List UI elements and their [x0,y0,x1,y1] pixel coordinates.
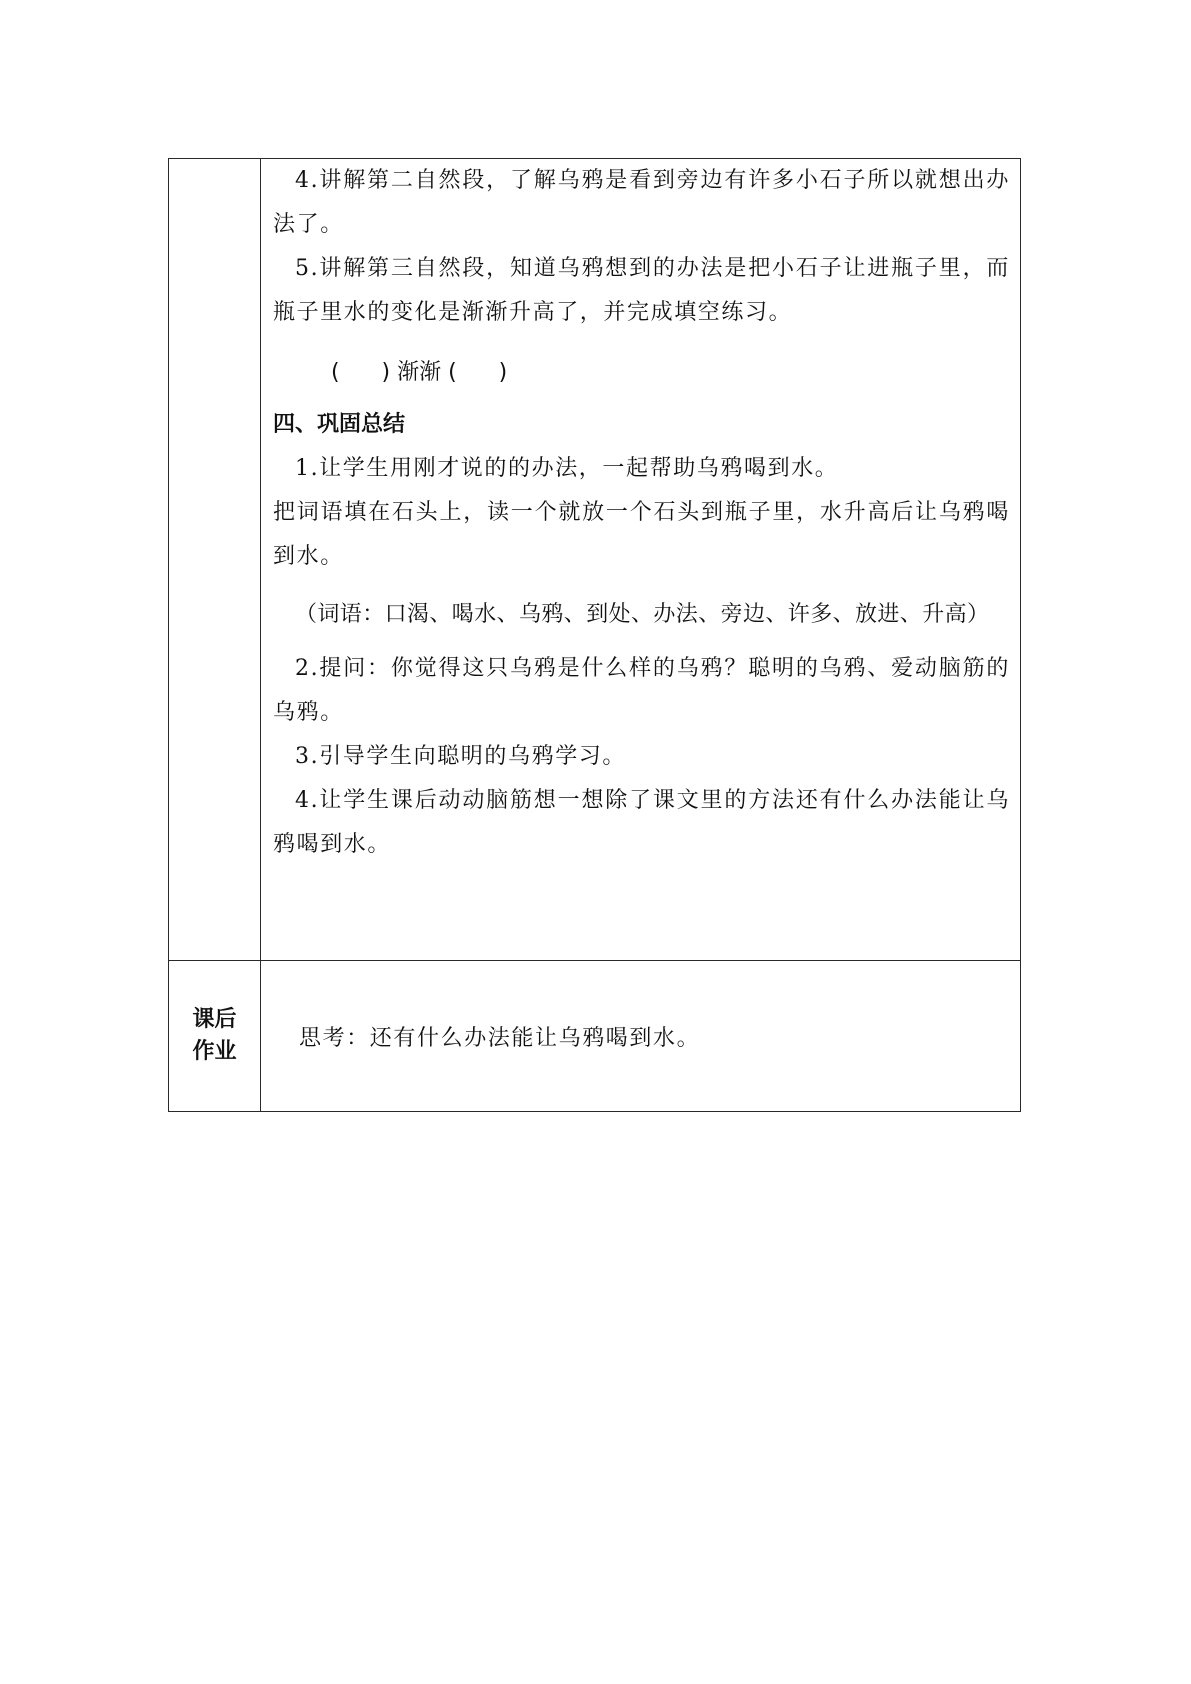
fill-blank-exercise: ( ) 渐渐 ( ) [331,360,508,385]
summary-step-1: 1.让学生用刚才说的的办法，一起帮助乌鸦喝到水。 [295,456,839,481]
step-5-paragraph: 5.讲解第三自然段，知道乌鸦想到的办法是把小石子让进瓶子里，而瓶子里水的变化是渐渐升高了，并完成填空练习。 [273,256,1010,325]
homework-label-cell [169,961,261,1112]
step-4-paragraph: 4.讲解第二自然段，了解乌鸦是看到旁边有许多小石子所以就想出办法了。 [273,168,1010,237]
vocabulary-word-list: （词语：口渴、喝水、乌鸦、到处、办法、旁边、许多、放进、升高） [295,602,990,627]
summary-step-1-detail: 把词语填在石头上，读一个就放一个石头到瓶子里，水升高后让乌鸦喝到水。 [273,500,1010,569]
homework-row [169,961,1021,1112]
homework-content-cell [261,961,1021,1112]
homework-label-line-2: 作业 [192,1039,237,1064]
homework-label-line-1: 课后 [192,1007,237,1032]
lesson-plan-table [168,158,1021,1112]
row-label-cell-empty [169,159,261,961]
teaching-process-row [169,159,1021,961]
summary-step-2: 2.提问：你觉得这只乌鸦是什么样的乌鸦？聪明的乌鸦、爱动脑筋的乌鸦。 [273,656,1010,725]
summary-step-3: 3.引导学生向聪明的乌鸦学习。 [295,744,626,769]
homework-text: 思考：还有什么办法能让乌鸦喝到水。 [299,1025,701,1051]
summary-step-4: 4.让学生课后动动脑筋想一想除了课文里的方法还有什么办法能让乌鸦喝到水。 [273,788,1010,857]
homework-label [192,1004,236,1068]
section-four-title: 四、巩固总结 [273,412,406,437]
teaching-content-cell [261,159,1021,961]
